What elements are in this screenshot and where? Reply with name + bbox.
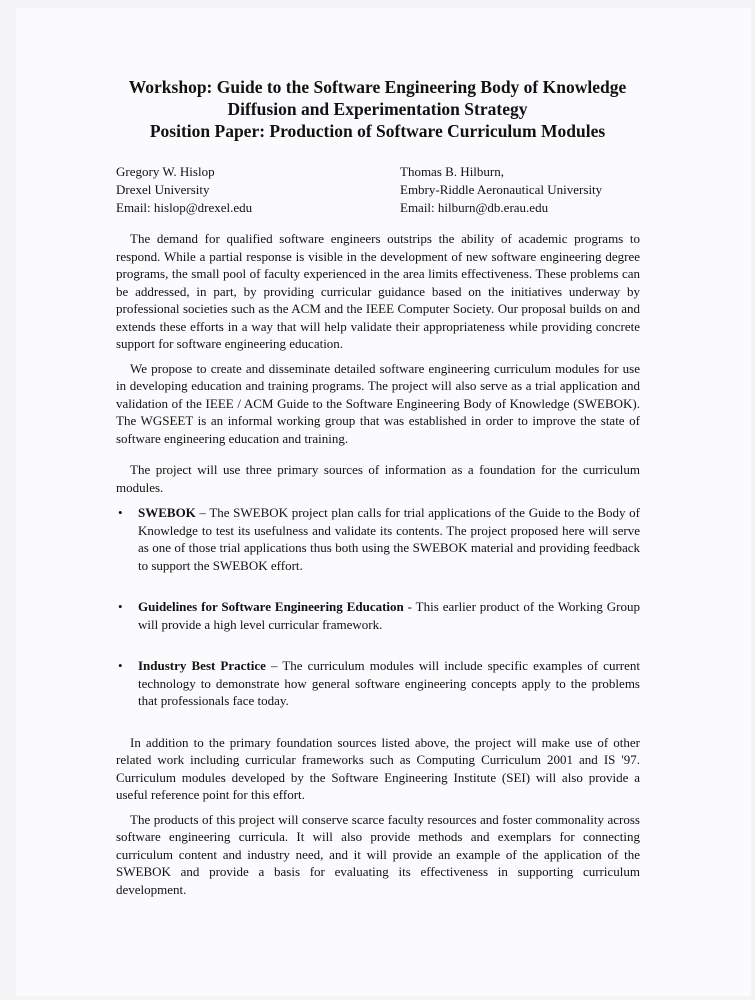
paragraph-2: We propose to create and disseminate detailed software engineering curriculum modules for use in developing education and training programs. The project will also serve as a trial application and validation of the IEEE / ACM Guide to the Software Engineering Body of Knowledge (SWEBOK). The WGSEET is an informal working group that was established in order to improve the state of software engineering education and training. [116, 360, 640, 446]
paragraph-3: The project will use three primary sources of information as a foundation for the curriculum modules. [116, 462, 640, 495]
author-email: Email: hislop@drexel.edu [116, 200, 253, 215]
title-line-2: Diffusion and Experimentation Strategy [227, 99, 528, 119]
list-item-text: - This earlier product of the Working Group will provide a high level curricular framework. [138, 599, 640, 632]
bullet-icon: • [118, 505, 123, 520]
list-item [116, 504, 640, 574]
list-item [116, 657, 640, 710]
author-affiliation: Drexel University [116, 182, 210, 197]
author-block-2 [400, 163, 602, 217]
author-name: Gregory W. Hislop [116, 164, 215, 179]
paragraph-4: In addition to the primary foundation sources listed above, the project will make use of other related work including curricular frameworks such as Computing Curriculum 2001 and IS '97. Curriculum modules developed by the Software Engineering Institute (SEI) will also provide a useful reference point for this effort. [116, 734, 640, 802]
list-item-term: Industry Best Practice [138, 658, 266, 673]
list-item-term: Guidelines for Software Engineering Education [138, 599, 404, 614]
author-affiliation: Embry-Riddle Aeronautical University [400, 182, 603, 197]
list-item-text: – The curriculum modules will include specific examples of current technology to demonstrate how general software engineering concepts apply to the problems that professionals face today. [138, 658, 640, 708]
paragraph-1: The demand for qualified software engineers outstrips the ability of academic programs to respond. While a partial response is visible in the development of new software engineering degree programs, the small pool of faculty experienced in the area limits effectiveness. These problems can be addressed, in part, by providing curricular guidance based on the initiatives underway by professional societies such as the ACM and the IEEE Computer Society. Our proposal builds on and extends these efforts in a way that will help validate their appropriateness while providing concrete support for software engineering education. [116, 231, 640, 351]
paragraph-5: The products of this project will conserve scarce faculty resources and foster commonality across software engineering curricula. It will also provide methods and exemplars for connecting curriculum content and industry need, and it will provide an example of the application of the SWEBOK and provide a basis for evaluating its effectiveness in supporting curriculum development. [116, 811, 640, 897]
paper-body [116, 230, 640, 905]
author-block-1 [116, 163, 252, 217]
bullet-icon: • [118, 658, 123, 673]
title-line-3: Position Paper: Production of Software Curriculum Modules [149, 121, 606, 141]
author-name: Thomas B. Hilburn, [400, 164, 504, 179]
bullet-icon: • [118, 599, 123, 614]
foundation-sources-list [116, 504, 640, 710]
author-email: Email: hilburn@db.erau.edu [400, 200, 549, 215]
paper-title [0, 76, 755, 142]
list-item [116, 598, 640, 633]
list-item-text: – The SWEBOK project plan calls for trial applications of the Guide to the Body of Knowledge to test its usefulness and validate its contents. The project proposed here will serve as one of those trial applications thus both using the SWEBOK material and providing feedback to support the SWEBOK effort. [138, 505, 640, 573]
title-line-1: Workshop: Guide to the Software Engineering Body of Knowledge [128, 77, 627, 97]
list-item-term: SWEBOK [138, 505, 196, 520]
